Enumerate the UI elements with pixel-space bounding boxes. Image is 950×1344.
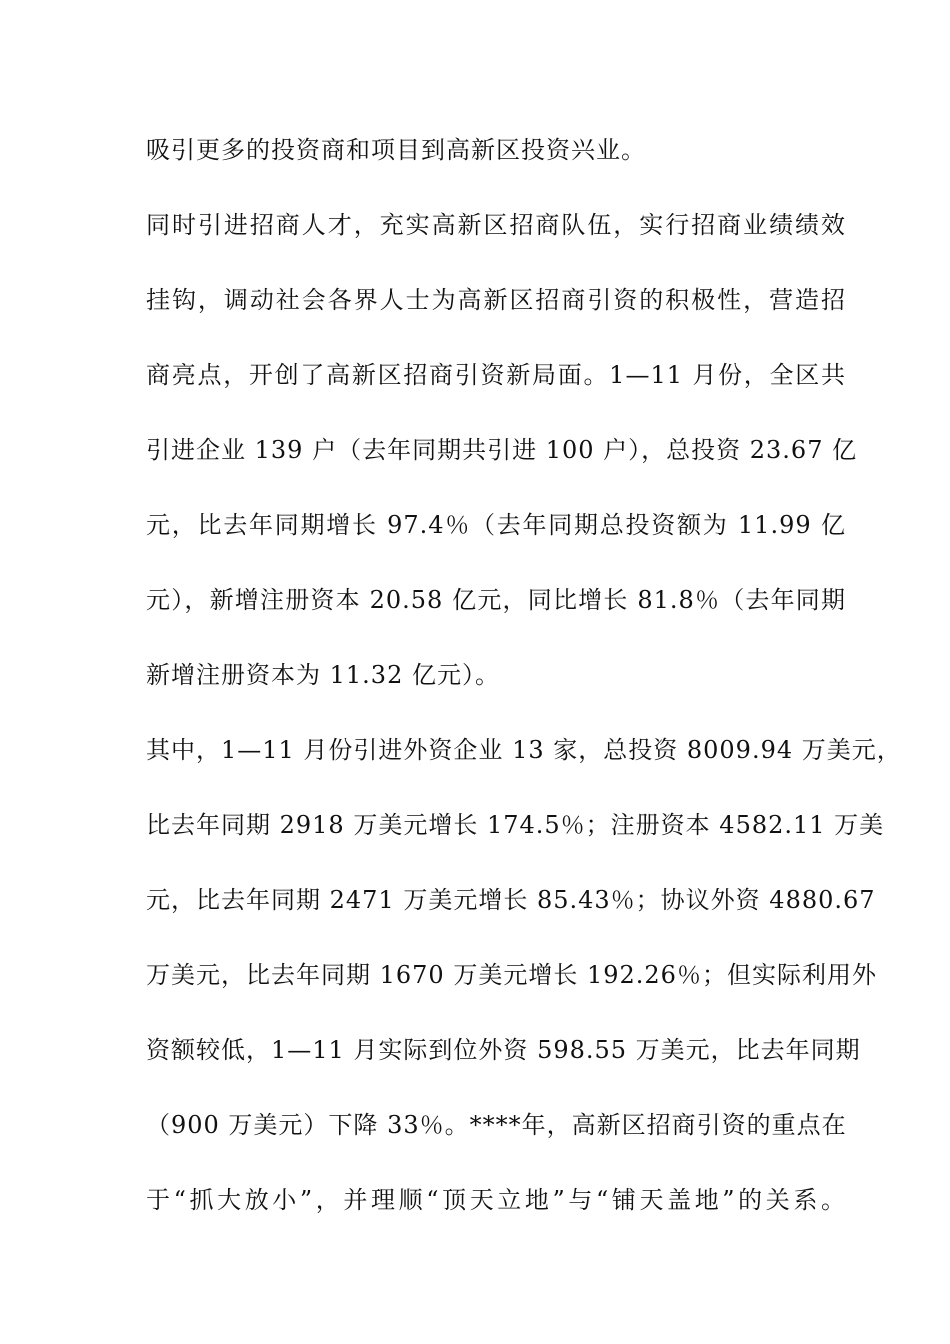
text-line: 于“抓大放小”，并理顺“顶天立地”与“铺天盖地”的关系。 <box>146 1186 846 1214</box>
text-line: 挂钩，调动社会各界人士为高新区招商引资的积极性，营造招 <box>146 286 846 314</box>
text-line: （900 万美元）下降 33％。****年，高新区招商引资的重点在 <box>146 1111 847 1139</box>
text-line: 吸引更多的投资商和项目到高新区投资兴业。 <box>146 136 646 164</box>
text-line: 新增注册资本为 11.32 亿元）。 <box>146 661 500 689</box>
text-line: 万美元，比去年同期 1670 万美元增长 192.26％；但实际利用外 <box>146 961 877 989</box>
text-line: 同时引进招商人才，充实高新区招商队伍，实行招商业绩绩效 <box>146 211 846 239</box>
text-line: 资额较低，1—11 月实际到位外资 598.55 万美元，比去年同期 <box>146 1036 861 1064</box>
text-line: 比去年同期 2918 万美元增长 174.5％；注册资本 4582.11 万美 <box>146 811 885 839</box>
text-line: 商亮点，开创了高新区招商引资新局面。1—11 月份，全区共 <box>146 361 846 389</box>
text-line: 元），新增注册资本 20.58 亿元，同比增长 81.8％（去年同期 <box>146 586 846 614</box>
text-line: 元，比去年同期增长 97.4％（去年同期总投资额为 11.99 亿 <box>146 511 846 539</box>
text-line: 其中，1—11 月份引进外资企业 13 家，总投资 8009.94 万美元， <box>146 736 902 764</box>
text-line: 元，比去年同期 2471 万美元增长 85.43％；协议外资 4880.67 <box>146 886 876 914</box>
text-line: 引进企业 139 户（去年同期共引进 100 户），总投资 23.67 亿 <box>146 436 858 464</box>
